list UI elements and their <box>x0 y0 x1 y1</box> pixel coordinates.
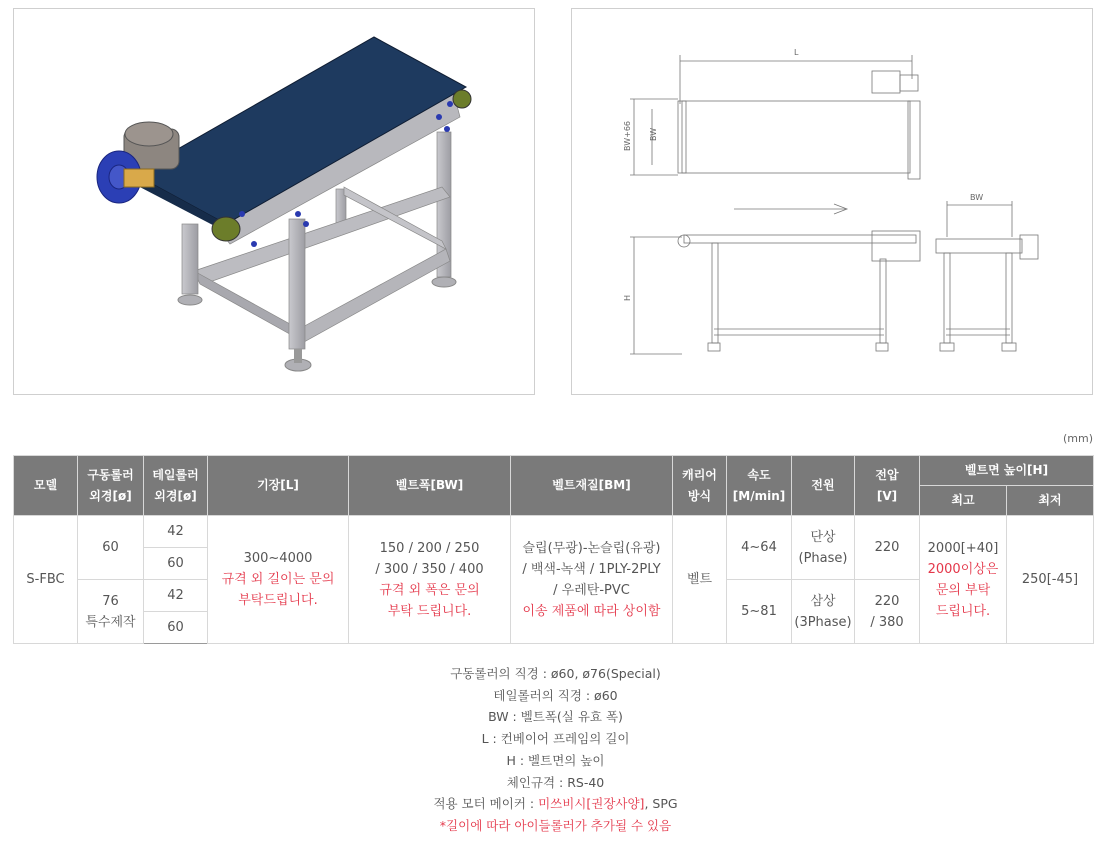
cell-tail-2: 60 <box>144 548 208 580</box>
cell-length: 300~4000 규격 외 길이는 문의 부탁드립니다. <box>208 516 349 644</box>
note-l: L : 컨베이어 프레임의 길이 <box>481 731 630 747</box>
dim-L: L <box>794 48 799 57</box>
header-max: 최고 <box>920 486 1007 516</box>
cell-power-1: 단상 (Phase) <box>792 516 855 580</box>
dim-BW-end: BW <box>970 193 984 202</box>
cell-speed-2: 5~81 <box>727 580 792 644</box>
cell-tail-1: 42 <box>144 516 208 548</box>
dim-BW: BW <box>649 127 658 141</box>
header-carrier: 캐리어 방식 <box>673 456 727 516</box>
note-tail-roller: 테일롤러의 직경 : ø60 <box>493 687 618 703</box>
dim-H: H <box>623 294 632 301</box>
cell-model: S-FBC <box>14 516 78 644</box>
cell-tail-4: 60 <box>144 612 208 644</box>
cell-height-min: 250[-45] <box>1007 516 1094 644</box>
cell-tail-3: 42 <box>144 580 208 612</box>
header-speed: 속도 [M/min] <box>727 456 792 516</box>
cell-drive-60: 60 <box>78 516 144 580</box>
conveyor-3d-illustration <box>14 9 534 394</box>
cell-belt-material: 슬립(무광)-논슬립(유광) / 백색-녹색 / 1PLY-2PLY / 우레탄-PVC 이송 제품에 따라 상이함 <box>511 516 673 644</box>
header-belt-material: 벨트재질[BM] <box>511 456 673 516</box>
cell-power-2: 삼상 (3Phase) <box>792 580 855 644</box>
note-h: H : 벨트면의 높이 <box>506 752 605 768</box>
header-drive-roller: 구동롤러 외경[ø] <box>78 456 144 516</box>
header-belt-height: 벨트면 높이[H] <box>920 456 1094 486</box>
cell-speed-1: 4~64 <box>727 516 792 580</box>
note-bw: BW : 벨트폭(실 유효 폭) <box>488 709 623 725</box>
cell-voltage-2: 220 / 380 <box>855 580 920 644</box>
cell-carrier: 벨트 <box>673 516 727 644</box>
header-min: 최저 <box>1007 486 1094 516</box>
header-model: 모델 <box>14 456 78 516</box>
dim-BW66: BW+66 <box>623 121 632 151</box>
note-idle-roller: *길이에 따라 아이들롤러가 추가될 수 있음 <box>439 817 672 833</box>
header-voltage: 전압 [V] <box>855 456 920 516</box>
spec-table <box>13 455 1094 644</box>
header-length: 기장[L] <box>208 456 349 516</box>
header-tail-roller: 테일롤러 외경[ø] <box>144 456 208 516</box>
header-belt-width: 벨트폭[BW] <box>349 456 511 516</box>
header-power: 전원 <box>792 456 855 516</box>
unit-label: (mm) <box>1062 432 1093 445</box>
conveyor-technical-drawing <box>571 8 1093 395</box>
cell-belt-width: 150 / 200 / 250 / 300 / 350 / 400 규격 외 폭은 문의 부탁 드립니다. <box>349 516 511 644</box>
conveyor-3d-image <box>13 8 535 395</box>
cell-drive-76: 76 특수제작 <box>78 580 144 644</box>
note-motor: 적용 모터 메이커 : 미쓰비시[권장사양], SPG <box>433 796 678 812</box>
cell-height-max: 2000[+40] 2000이상은 문의 부탁 드립니다. <box>920 516 1007 644</box>
note-chain: 체인규격 : RS-40 <box>506 774 605 790</box>
note-drive-roller: 구동롤러의 직경 : ø60, ø76(Special) <box>450 666 661 681</box>
notes-block <box>0 663 1111 837</box>
cell-voltage-1: 220 <box>855 516 920 580</box>
drawing-svg <box>572 9 1092 394</box>
